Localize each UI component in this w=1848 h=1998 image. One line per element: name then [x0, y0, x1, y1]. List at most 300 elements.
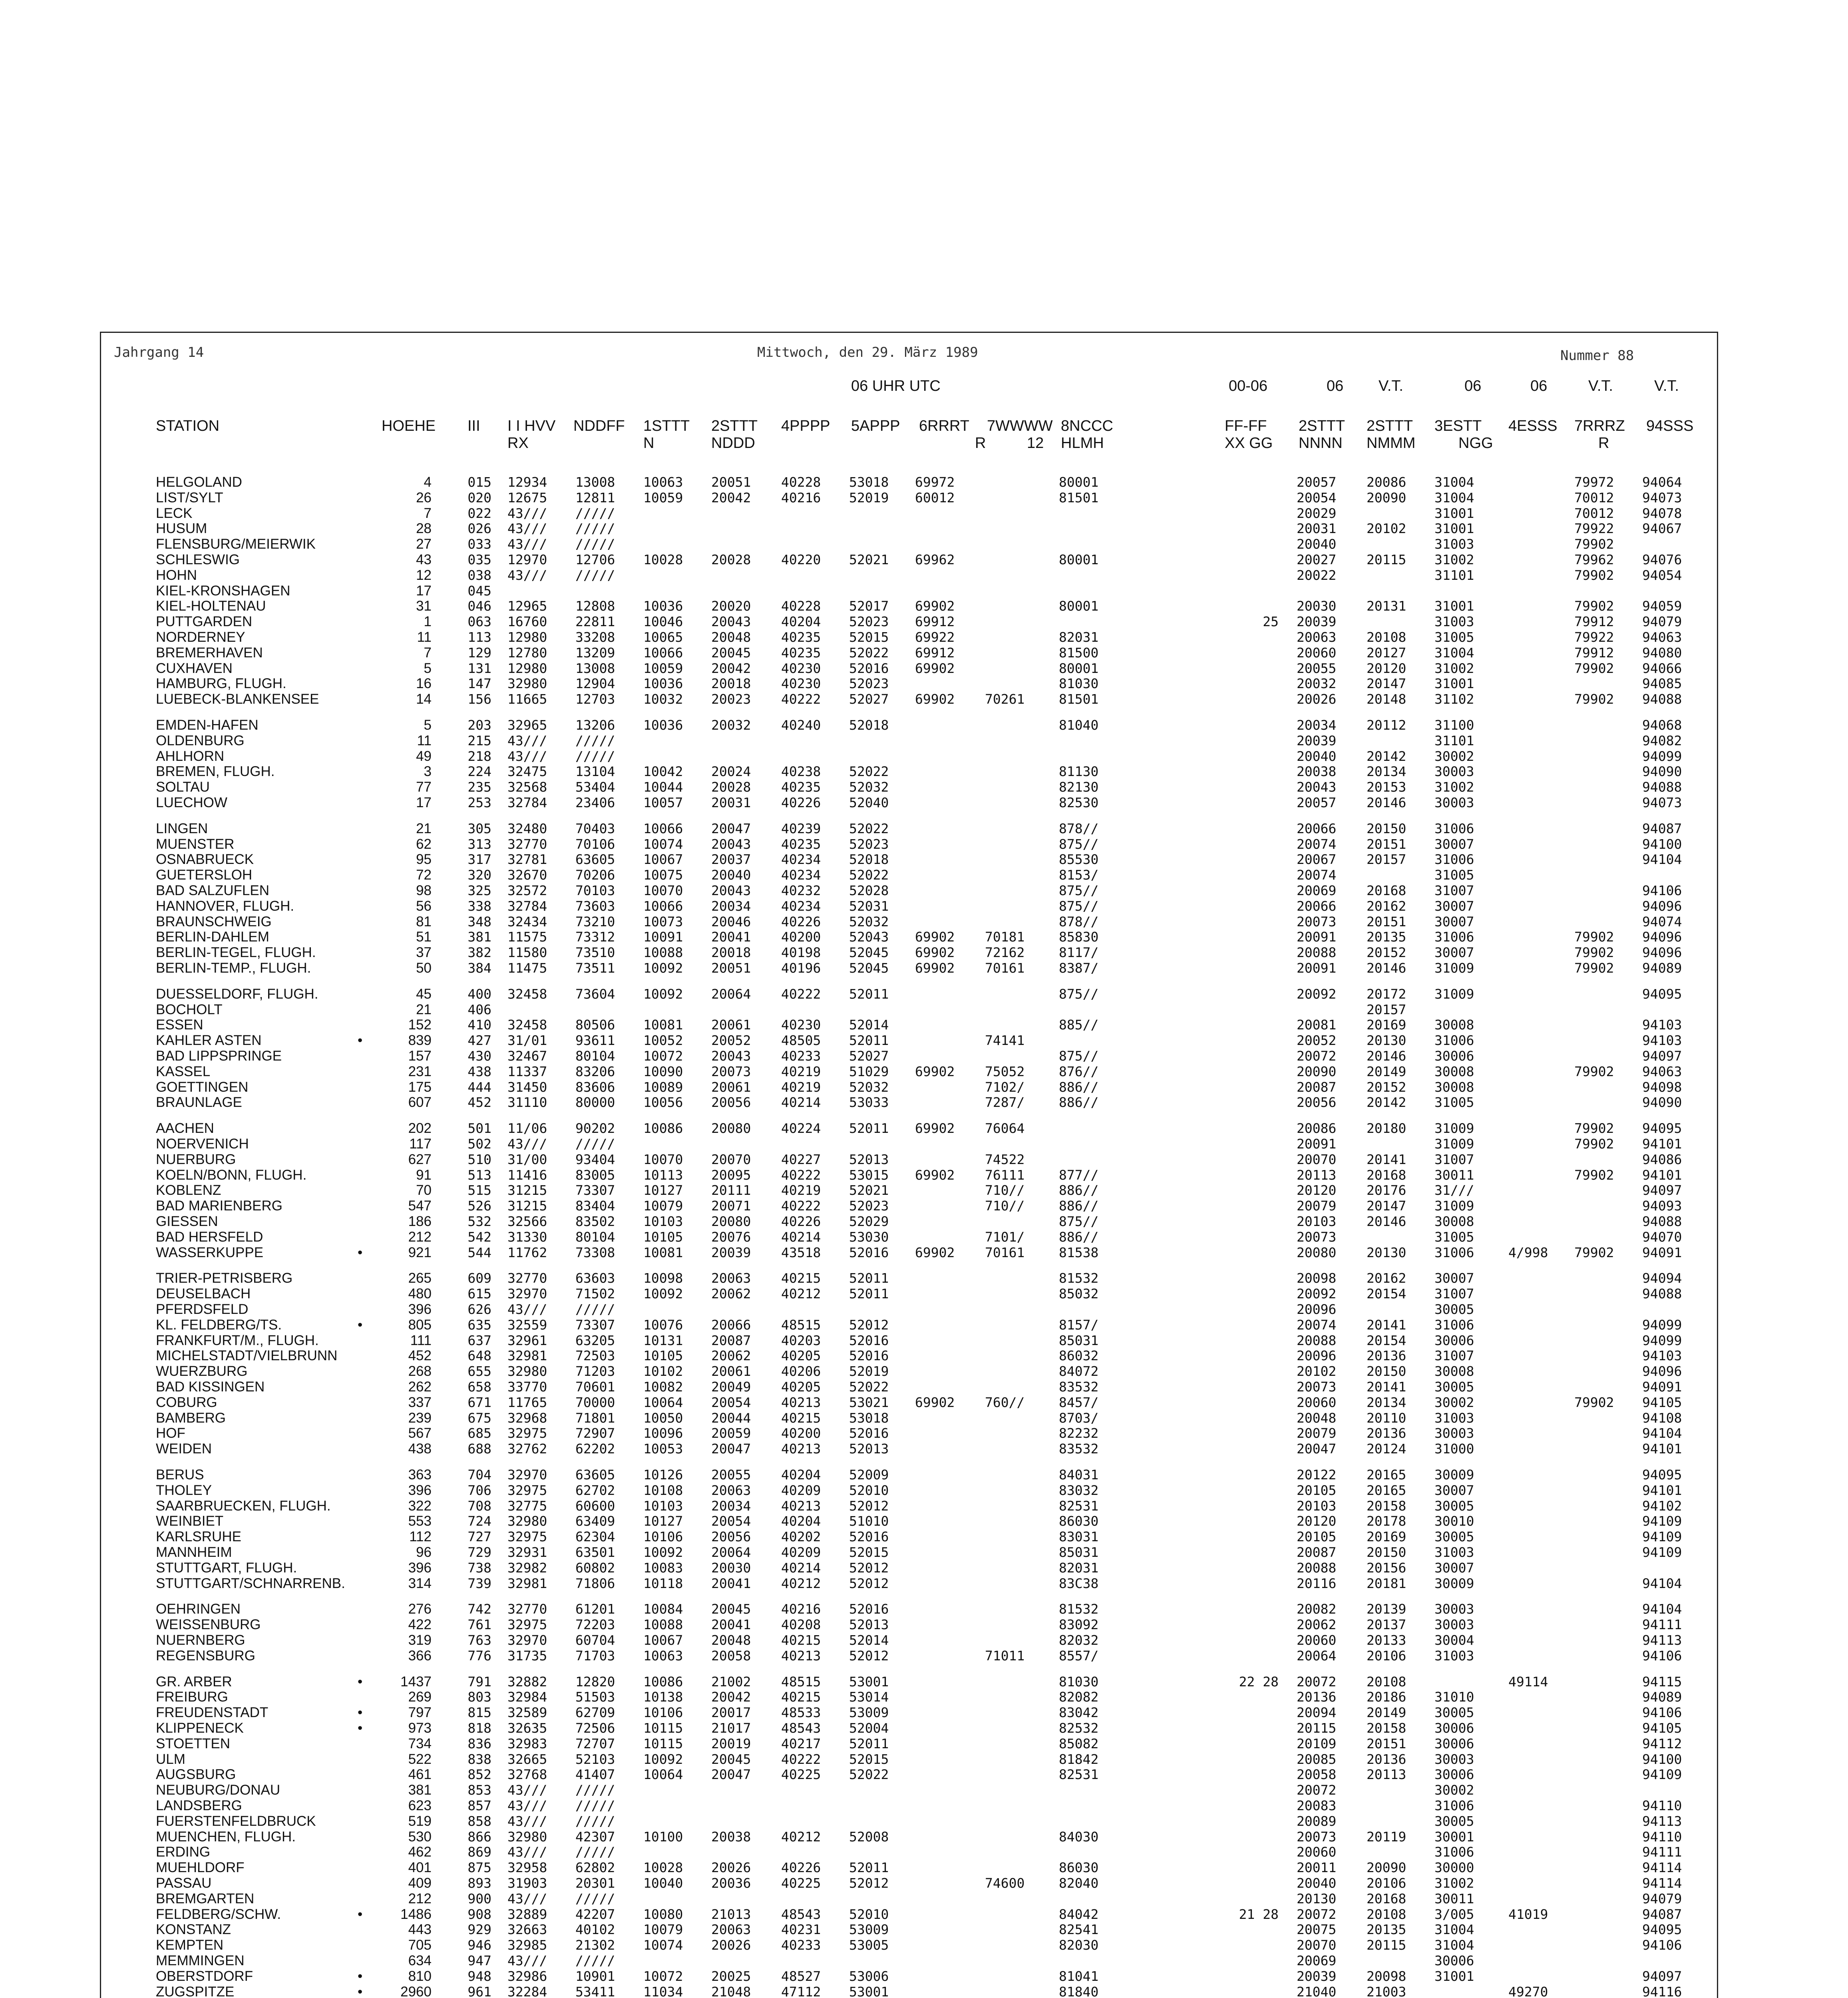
- cell-irhvv: 32568: [507, 779, 547, 795]
- table-row: [0, 987, 1848, 1002]
- cell-p4: 40219: [781, 1182, 821, 1198]
- cell-p4: 40209: [781, 1544, 821, 1560]
- cell-s1: 10070: [643, 883, 683, 898]
- cell-p5: 53009: [849, 1705, 889, 1720]
- cell-hoehe: 276: [408, 1601, 432, 1617]
- cell-nddff: /////: [575, 521, 615, 536]
- table-row: [0, 837, 1848, 852]
- cell-r7: 79902: [1574, 1395, 1614, 1410]
- cell-iii: 776: [467, 1648, 491, 1664]
- cell-a2: 20122: [1297, 1467, 1337, 1483]
- mountain-station-marker: •: [358, 1984, 363, 1998]
- cell-s2: 20064: [711, 986, 751, 1002]
- table-row: [0, 929, 1848, 945]
- cell-s9: 94104: [1642, 1601, 1682, 1617]
- cell-p4: 40230: [781, 661, 821, 676]
- cell-n8: 878//: [1059, 821, 1099, 836]
- table-row: [0, 1891, 1848, 1906]
- cell-a2: 20103: [1297, 1498, 1337, 1514]
- cell-e3: 31007: [1434, 1152, 1474, 1167]
- cell-e3: 30006: [1434, 1736, 1474, 1751]
- cell-irhvv: 32768: [507, 1767, 547, 1782]
- cell-irhvv: 32475: [507, 764, 547, 779]
- cell-iii: 609: [467, 1270, 491, 1286]
- table-row: [0, 1302, 1848, 1317]
- station-name: KONSTANZ: [156, 1922, 231, 1937]
- cell-b2: 20133: [1367, 1632, 1406, 1648]
- cell-nddff: 12808: [575, 598, 615, 614]
- cell-iii: 045: [467, 583, 491, 599]
- cell-iii: 761: [467, 1617, 491, 1632]
- table-row: [0, 1798, 1848, 1813]
- cell-r7: 79922: [1574, 629, 1614, 645]
- cell-iii: 866: [467, 1829, 491, 1845]
- cell-irhvv: 11765: [507, 1395, 547, 1410]
- cell-e3: 31005: [1434, 1229, 1474, 1245]
- cell-r7: 79902: [1574, 567, 1614, 583]
- cell-hoehe: 530: [408, 1829, 432, 1845]
- cell-s2: 20034: [711, 898, 751, 914]
- cell-n8: 85031: [1059, 1544, 1099, 1560]
- cell-nddff: 60600: [575, 1498, 615, 1514]
- table-row: [0, 1379, 1848, 1395]
- cell-nddff: 12703: [575, 691, 615, 707]
- table-row: [0, 583, 1848, 599]
- table-row: [0, 490, 1848, 505]
- station-name: AHLHORN: [156, 748, 225, 764]
- cell-iii: 022: [467, 505, 491, 521]
- cell-s1: 10086: [643, 1674, 683, 1690]
- col-header-7rrrz-top: 7RRRZ: [1574, 418, 1625, 434]
- cell-p5: 53006: [849, 1968, 889, 1984]
- cell-n8: 886//: [1059, 1182, 1099, 1198]
- table-row: [0, 1529, 1848, 1544]
- cell-irhvv: 43///: [507, 1813, 547, 1829]
- cell-irhvv: 32770: [507, 1601, 547, 1617]
- cell-iii: 384: [467, 960, 491, 976]
- cell-w7: 70161: [985, 960, 1025, 976]
- cell-s1: 10028: [643, 552, 683, 567]
- cell-a2: 20057: [1297, 795, 1337, 810]
- cell-hoehe: 522: [408, 1751, 432, 1767]
- cell-s2: 20095: [711, 1167, 751, 1183]
- cell-e3: 30006: [1434, 1333, 1474, 1348]
- cell-irhvv: 32970: [507, 1632, 547, 1648]
- cell-e3: 30005: [1434, 1705, 1474, 1720]
- cell-p5: 52012: [849, 1875, 889, 1891]
- station-name: FELDBERG/SCHW.: [156, 1906, 281, 1922]
- cell-e3: 30005: [1434, 1379, 1474, 1395]
- cell-iii: 147: [467, 676, 491, 691]
- cell-s1: 10056: [643, 1095, 683, 1110]
- cell-b2: 20113: [1367, 1767, 1406, 1782]
- cell-p4: 40213: [781, 1395, 821, 1410]
- cell-a2: 20109: [1297, 1736, 1337, 1751]
- table-row: [0, 1317, 1848, 1333]
- cell-r6: 69912: [915, 645, 955, 661]
- cell-a2: 20040: [1297, 536, 1337, 552]
- table-row: [0, 1364, 1848, 1379]
- cell-iii: 615: [467, 1286, 491, 1301]
- cell-s1: 10103: [643, 1214, 683, 1229]
- cell-hoehe: 839: [408, 1033, 432, 1048]
- station-name: KOELN/BONN, FLUGH.: [156, 1167, 307, 1183]
- cell-p4: 40228: [781, 598, 821, 614]
- cell-hoehe: 12: [416, 567, 432, 583]
- cell-s9: 94103: [1642, 1033, 1682, 1048]
- cell-nddff: 20301: [575, 1875, 615, 1891]
- cell-p4: 40234: [781, 898, 821, 914]
- cell-p5: 52016: [849, 1245, 889, 1260]
- cell-a2: 20039: [1297, 733, 1337, 748]
- cell-a2: 20096: [1297, 1348, 1337, 1363]
- cell-s2: 21048: [711, 1984, 751, 1998]
- cell-e3: 30011: [1434, 1891, 1474, 1906]
- cell-nddff: 73307: [575, 1317, 615, 1333]
- cell-irhvv: 32670: [507, 867, 547, 883]
- cell-s9: 94068: [1642, 717, 1682, 733]
- table-row: [0, 1602, 1848, 1617]
- col-header-4pppp: 4PPPP: [781, 418, 830, 434]
- cell-b2: 20150: [1367, 821, 1406, 836]
- cell-r7: 79912: [1574, 645, 1614, 661]
- table-row: [0, 795, 1848, 810]
- cell-irhvv: 11762: [507, 1245, 547, 1260]
- col-header-2sttt-b-top: 2STTT: [1367, 418, 1413, 434]
- mountain-station-marker: •: [358, 1317, 363, 1333]
- cell-e3: 30007: [1434, 898, 1474, 914]
- cell-nddff: 42307: [575, 1829, 615, 1845]
- cell-s9: 94096: [1642, 929, 1682, 945]
- cell-e3: 31002: [1434, 779, 1474, 795]
- table-row: [0, 1767, 1848, 1782]
- cell-iii: 708: [467, 1498, 491, 1514]
- col-header-1sttt-top: 1STTT: [643, 418, 690, 434]
- cell-r7: 79902: [1574, 1245, 1614, 1260]
- cell-iii: 113: [467, 629, 491, 645]
- cell-b2: 20168: [1367, 883, 1406, 898]
- cell-hoehe: 921: [408, 1245, 432, 1260]
- cell-irhvv: 43///: [507, 1301, 547, 1317]
- station-name: KIEL-HOLTENAU: [156, 598, 266, 614]
- cell-iii: 320: [467, 867, 491, 883]
- cell-iii: 410: [467, 1017, 491, 1033]
- col-header-2sttt-bottom: NDDD: [711, 435, 755, 452]
- cell-b2: 20141: [1367, 1152, 1406, 1167]
- table-row: [0, 749, 1848, 764]
- cell-p5: 52013: [849, 1152, 889, 1167]
- cell-p5: 52018: [849, 852, 889, 867]
- cell-s2: 20063: [711, 1270, 751, 1286]
- cell-irhvv: 32770: [507, 1270, 547, 1286]
- cell-p4: 40204: [781, 1513, 821, 1529]
- cell-s9: 94111: [1642, 1617, 1682, 1632]
- cell-s2: 20030: [711, 1560, 751, 1576]
- cell-b2: 20131: [1367, 598, 1406, 614]
- cell-p4: 40209: [781, 1483, 821, 1498]
- cell-iii: 688: [467, 1441, 491, 1457]
- cell-s2: 20043: [711, 883, 751, 898]
- cell-s9: 94104: [1642, 1576, 1682, 1591]
- cell-a2: 20070: [1297, 1152, 1337, 1167]
- cell-s9: 94109: [1642, 1529, 1682, 1544]
- cell-s9: 94096: [1642, 1363, 1682, 1379]
- cell-b2: 20136: [1367, 1425, 1406, 1441]
- cell-r6: 69902: [915, 661, 955, 676]
- station-name: BERLIN-TEGEL, FLUGH.: [156, 945, 316, 960]
- cell-p5: 52015: [849, 1544, 889, 1560]
- cell-r6: 69922: [915, 629, 955, 645]
- cell-s2: 20055: [711, 1467, 751, 1483]
- cell-s9: 94099: [1642, 1317, 1682, 1333]
- cell-e3: 30003: [1434, 1601, 1474, 1617]
- cell-irhvv: 32480: [507, 821, 547, 836]
- cell-nddff: 71806: [575, 1576, 615, 1591]
- cell-b2: 20136: [1367, 1751, 1406, 1767]
- cell-irhvv: 32572: [507, 883, 547, 898]
- cell-r7: 79962: [1574, 552, 1614, 567]
- cell-w7: 74522: [985, 1152, 1025, 1167]
- cell-p4: 48505: [781, 1033, 821, 1048]
- cell-irhvv: 32882: [507, 1674, 547, 1690]
- cell-iii: 235: [467, 779, 491, 795]
- cell-a2: 20039: [1297, 614, 1337, 629]
- cell-p5: 52015: [849, 1751, 889, 1767]
- cell-r7: 79902: [1574, 598, 1614, 614]
- cell-b2: 20139: [1367, 1601, 1406, 1617]
- cell-e3: 31101: [1434, 733, 1474, 748]
- cell-a2: 20079: [1297, 1198, 1337, 1214]
- table-row: [0, 780, 1848, 795]
- cell-irhvv: 32665: [507, 1751, 547, 1767]
- cell-nddff: 63603: [575, 1270, 615, 1286]
- cell-e3: 31006: [1434, 1844, 1474, 1860]
- cell-p5: 52028: [849, 883, 889, 898]
- table-row: [0, 883, 1848, 898]
- cell-e3: 31007: [1434, 1348, 1474, 1363]
- cell-s9: 94091: [1642, 1245, 1682, 1260]
- cell-s9: 94067: [1642, 521, 1682, 536]
- cell-irhvv: 31330: [507, 1229, 547, 1245]
- cell-p4: 40214: [781, 1560, 821, 1576]
- cell-p4: 40233: [781, 1937, 821, 1953]
- cell-a2: 20080: [1297, 1245, 1337, 1260]
- cell-s1: 10032: [643, 691, 683, 707]
- cell-s1: 10098: [643, 1270, 683, 1286]
- cell-s2: 20054: [711, 1395, 751, 1410]
- cell-e3: 31100: [1434, 717, 1474, 733]
- cell-s2: 20056: [711, 1095, 751, 1110]
- cell-iii: 215: [467, 733, 491, 748]
- cell-hoehe: 7: [424, 505, 432, 521]
- cell-nddff: 61201: [575, 1601, 615, 1617]
- cell-s1: 10065: [643, 629, 683, 645]
- col-header-hoehe: HOEHE: [382, 418, 436, 434]
- cell-iii: 675: [467, 1410, 491, 1426]
- cell-s9: 94098: [1642, 1079, 1682, 1095]
- cell-b2: 20134: [1367, 764, 1406, 779]
- cell-e3: 31006: [1434, 852, 1474, 867]
- cell-s1: 10074: [643, 1937, 683, 1953]
- cell-nddff: 71801: [575, 1410, 615, 1426]
- cell-s2: 20058: [711, 1648, 751, 1664]
- cell-b2: 20127: [1367, 645, 1406, 661]
- cell-a2: 20027: [1297, 552, 1337, 567]
- cell-p5: 53018: [849, 1410, 889, 1426]
- cell-p4: 40225: [781, 1767, 821, 1782]
- cell-n8: 8457/: [1059, 1395, 1099, 1410]
- cell-irhvv: 32458: [507, 986, 547, 1002]
- cell-n8: 86030: [1059, 1860, 1099, 1875]
- mountain-station-marker: •: [358, 1906, 363, 1922]
- cell-s1: 10067: [643, 852, 683, 867]
- cell-nddff: 83606: [575, 1079, 615, 1095]
- cell-s9: 94106: [1642, 883, 1682, 898]
- cell-n8: 82031: [1059, 1560, 1099, 1576]
- cell-s9: 94090: [1642, 764, 1682, 779]
- cell-s2: 20018: [711, 676, 751, 691]
- cell-hoehe: 111: [410, 1333, 432, 1348]
- cell-n8: 82531: [1059, 1498, 1099, 1514]
- cell-hoehe: 45: [416, 986, 432, 1002]
- cell-p4: 40226: [781, 1860, 821, 1875]
- station-name: STUTTGART, FLUGH.: [156, 1560, 297, 1576]
- cell-e3: 31005: [1434, 1095, 1474, 1110]
- cell-nddff: 22811: [575, 614, 615, 629]
- cell-n8: 886//: [1059, 1079, 1099, 1095]
- cell-a2: 20116: [1297, 1576, 1337, 1591]
- cell-p5: 53033: [849, 1095, 889, 1110]
- cell-hoehe: 443: [408, 1922, 432, 1937]
- station-name: STOETTEN: [156, 1736, 231, 1751]
- cell-iii: 852: [467, 1767, 491, 1782]
- cell-p5: 52011: [849, 1286, 889, 1301]
- cell-p4: 40235: [781, 779, 821, 795]
- cell-b2: 20158: [1367, 1720, 1406, 1736]
- cell-hoehe: 262: [408, 1379, 432, 1395]
- cell-nddff: /////: [575, 1953, 615, 1968]
- cell-w7: 70181: [985, 929, 1025, 945]
- cell-s9: 94101: [1642, 1441, 1682, 1457]
- col-header-ffff-top: FF-FF: [1225, 418, 1267, 434]
- cell-n8: 80001: [1059, 552, 1099, 567]
- cell-p4: 40198: [781, 945, 821, 960]
- table-row: [0, 1121, 1848, 1136]
- mountain-station-marker: •: [358, 1674, 363, 1690]
- cell-irhvv: 32434: [507, 914, 547, 929]
- cell-hoehe: 422: [408, 1617, 432, 1632]
- cell-b2: 20186: [1367, 1689, 1406, 1705]
- cell-nddff: /////: [575, 733, 615, 748]
- cell-s1: 10083: [643, 1560, 683, 1576]
- cell-hoehe: 322: [408, 1498, 432, 1514]
- cell-b2: 20141: [1367, 1317, 1406, 1333]
- cell-a2: 20081: [1297, 1017, 1337, 1033]
- cell-irhvv: 31215: [507, 1198, 547, 1214]
- cell-s2: 20037: [711, 852, 751, 867]
- cell-s2: 20044: [711, 1410, 751, 1426]
- cell-hoehe: 607: [408, 1095, 432, 1110]
- cell-s9: 94104: [1642, 852, 1682, 867]
- station-name: BERUS: [156, 1467, 204, 1483]
- cell-e3: 31006: [1434, 1798, 1474, 1813]
- station-name: MUEHLDORF: [156, 1860, 245, 1875]
- cell-n8: 81030: [1059, 676, 1099, 691]
- cell-r7: 79902: [1574, 1120, 1614, 1136]
- cell-p5: 52029: [849, 1214, 889, 1229]
- cell-s9: 94102: [1642, 1498, 1682, 1514]
- station-name: KLIPPENECK: [156, 1720, 244, 1736]
- cell-p4: 40205: [781, 1379, 821, 1395]
- cell-hoehe: 70: [416, 1182, 432, 1198]
- table-row: [0, 1617, 1848, 1632]
- cell-irhvv: 31215: [507, 1182, 547, 1198]
- cell-b2: 20112: [1367, 717, 1406, 733]
- cell-a2: 20098: [1297, 1270, 1337, 1286]
- cell-iii: 706: [467, 1483, 491, 1498]
- cell-irhvv: 31735: [507, 1648, 547, 1664]
- cell-hoehe: 202: [408, 1120, 432, 1136]
- station-name: LUEBECK-BLANKENSEE: [156, 691, 319, 707]
- cell-p4: 48543: [781, 1720, 821, 1736]
- station-name: GIESSEN: [156, 1214, 218, 1229]
- cell-b2: 20098: [1367, 1968, 1406, 1984]
- cell-p4: 40222: [781, 1198, 821, 1214]
- cell-s1: 10070: [643, 1152, 683, 1167]
- cell-r6: 69902: [915, 929, 955, 945]
- cell-iii: 738: [467, 1560, 491, 1576]
- cell-a2: 20072: [1297, 1782, 1337, 1798]
- cell-b2: 20162: [1367, 898, 1406, 914]
- cell-iii: 406: [467, 1002, 491, 1017]
- cell-n8: 82031: [1059, 629, 1099, 645]
- table-row: [0, 1033, 1848, 1048]
- cell-s9: 94114: [1642, 1875, 1682, 1891]
- cell-n8: 81040: [1059, 717, 1099, 733]
- cell-irhvv: 32784: [507, 795, 547, 810]
- cell-e3: 30001: [1434, 1829, 1474, 1845]
- cell-s2: 20047: [711, 1441, 751, 1457]
- mountain-station-marker: •: [358, 1033, 363, 1048]
- table-row: [0, 914, 1848, 929]
- cell-e3: 31000: [1434, 1441, 1474, 1457]
- cell-e3: 31007: [1434, 883, 1474, 898]
- cell-e3: 30007: [1434, 1270, 1474, 1286]
- cell-s9: 94073: [1642, 795, 1682, 810]
- col-header-1sttt: [643, 418, 690, 452]
- cell-nddff: 12820: [575, 1674, 615, 1690]
- cell-w7: 75052: [985, 1064, 1025, 1079]
- cell-p4: 40215: [781, 1689, 821, 1705]
- col-header-8nccc-top: 8NCCC: [1061, 418, 1113, 434]
- cell-b2: 20102: [1367, 521, 1406, 536]
- cell-irhvv: 12980: [507, 629, 547, 645]
- cell-s2: 20061: [711, 1017, 751, 1033]
- cell-p5: 52012: [849, 1317, 889, 1333]
- cell-b2: 20106: [1367, 1875, 1406, 1891]
- cell-e3: 30006: [1434, 1720, 1474, 1736]
- cell-nddff: 33208: [575, 629, 615, 645]
- station-name: ERDING: [156, 1844, 211, 1860]
- cell-p4: 40233: [781, 1048, 821, 1064]
- cell-irhvv: 32775: [507, 1498, 547, 1514]
- cell-s1: 10088: [643, 945, 683, 960]
- cell-b2: 20115: [1367, 552, 1406, 567]
- cell-s9: 94095: [1642, 986, 1682, 1002]
- station-name: BERLIN-TEMP., FLUGH.: [156, 960, 311, 976]
- cell-irhvv: 11475: [507, 960, 547, 976]
- station-name: ESSEN: [156, 1017, 203, 1033]
